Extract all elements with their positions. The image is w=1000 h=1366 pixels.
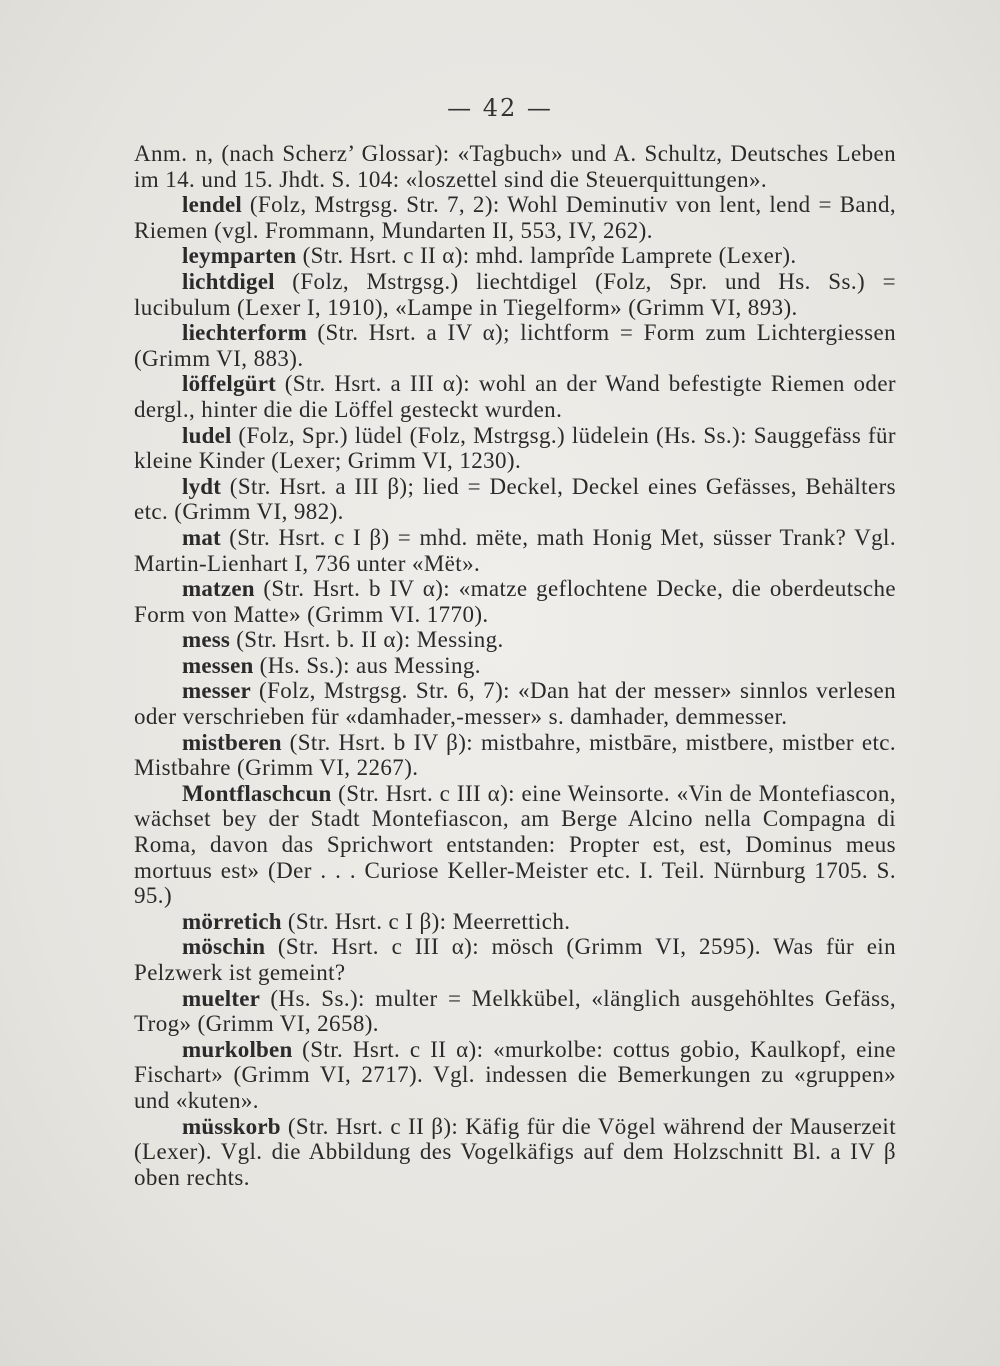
entry-body: (Folz, Spr.) lüdel (Folz, Mstrgsg.) lüdelein (Hs. Ss.): Sauggefäss für kleine Kinder (Lexer; Grimm VI, 1230). (134, 422, 896, 474)
entry-body: (Folz, Mstrgsg. Str. 6, 7): «Dan hat der messer» sinnlos verlesen oder verschrieben für «damhader,-messer» s. damhader, demmesser. (134, 678, 896, 730)
glossary-entry (134, 934, 896, 985)
glossary-entry (134, 627, 896, 653)
entry-body: (Str. Hsrt. c I β) = mhd. mëte, math Honig Met, süsser Trank? Vgl. Martin-Lienhart I, 736 unter «Mët». (134, 524, 896, 576)
entry-body: (Str. Hsrt. c I β): Meerrettich. (281, 908, 571, 934)
entry-headword: mat (182, 524, 221, 550)
glossary-entry (134, 1114, 896, 1191)
entry-body: (Hs. Ss.): multer = Melkkübel, «länglich ausgehöhltes Gefäss, Trog» (Grimm VI, 2658). (134, 985, 896, 1037)
entry-body: (Str. Hsrt. a III β); lied = Deckel, Deckel eines Gefässes, Behälters etc. (Grimm VI, 982). (134, 473, 896, 525)
glossary-entry (134, 1037, 896, 1114)
glossary-entry (134, 576, 896, 627)
entry-body: (Str. Hsrt. c II α): «murkolbe: cottus gobio, Kaulkopf, eine Fischart» (Grimm VI, 2717). Vgl. indessen die Bemerkungen zu «gruppen» und «kuten». (134, 1036, 896, 1113)
glossary-entry (134, 730, 896, 781)
entry-headword: Montflaschcun (182, 780, 332, 806)
entry-headword: muelter (182, 985, 261, 1011)
entry-body: (Str. Hsrt. c III α): mösch (Grimm VI, 2595). Was für ein Pelzwerk ist gemeint? (134, 934, 896, 985)
glossary-entry (134, 141, 896, 192)
glossary-entry (134, 371, 896, 422)
glossary-entry (134, 525, 896, 576)
entry-body: (Str. Hsrt. a III α): wohl an der Wand befestigte Riemen oder dergl., hinter die die Löffel gesteckt wurden. (134, 371, 896, 422)
entry-headword: murkolben (182, 1036, 293, 1062)
glossary-entry (134, 423, 896, 474)
entry-headword: liechterform (182, 320, 307, 346)
entry-headword: matzen (182, 576, 255, 602)
glossary-entry (134, 678, 896, 729)
entry-headword: löffelgürt (182, 371, 276, 397)
entry-body: (Str. Hsrt. b IV β): mistbahre, mistbāre, mistbere, mistber etc. Mistbahre (Grimm VI, 2267). (134, 729, 896, 781)
entry-headword: lendel (182, 192, 242, 218)
entry-headword: messer (182, 678, 251, 704)
entry-body: (Str. Hsrt. b IV α): «matze geflochtene Decke, die oberdeutsche Form von Matte» (Grimm VI. 1770). (134, 576, 896, 627)
page-number: — 42 — (447, 94, 553, 122)
entry-headword: ludel (182, 422, 232, 448)
entry-body: (Str. Hsrt. b. II α): Messing. (230, 627, 504, 653)
entry-headword: müsskorb (182, 1113, 281, 1139)
entry-headword: lichtdigel (182, 268, 275, 294)
entry-headword: mess (182, 627, 231, 653)
entry-body: (Str. Hsrt. c III α): eine Weinsorte. «Vin de Montefiascon, wächset bey der Stadt Montefiascon, am Berge Alcino nella Compagna di Roma, davon das Sprichwort entstanden: Propter est, est, Dominus meus mortuus est» (Der . . . Curiose Keller-Meister etc. I. Teil. Nürnburg 1705. S. 95.) (134, 780, 896, 909)
entry-headword: lydt (182, 473, 222, 499)
entry-body: (Folz, Mstrgsg.) liechtdigel (Folz, Spr. und Hs. Ss.) = lucibulum (Lexer I, 1910), «Lampe in Tiegelform» (Grimm VI, 893). (134, 268, 896, 320)
glossary-entry (134, 474, 896, 525)
glossary-entry (134, 269, 896, 320)
entry-headword: mistberen (182, 729, 282, 755)
glossary-text (134, 141, 896, 1190)
entry-body: (Hs. Ss.): aus Messing. (253, 652, 481, 678)
entry-body: Anm. n, (nach Scherz’ Glossar): «Tagbuch» und A. Schultz, Deutsches Leben im 14. und 15. Jhdt. S. 104: «loszettel sind die Steuerquittungen». (134, 141, 896, 192)
glossary-entry (134, 192, 896, 243)
entry-headword: messen (182, 652, 254, 678)
entry-body: (Str. Hsrt. c II α): mhd. lamprîde Lamprete (Lexer). (296, 243, 797, 269)
glossary-entry (134, 653, 896, 679)
entry-headword: leymparten (182, 243, 297, 269)
entry-headword: möschin (182, 934, 266, 960)
entry-body: (Str. Hsrt. a IV α); lichtform = Form zum Lichtergiessen (Grimm VI, 883). (134, 320, 896, 371)
entry-body: (Folz, Mstrgsg. Str. 7, 2): Wohl Deminutiv von lent, lend = Band, Riemen (vgl. Frommann, Mundarten II, 553, IV, 262). (134, 192, 896, 243)
glossary-entry (134, 243, 896, 269)
glossary-entry (134, 909, 896, 935)
entry-body: (Str. Hsrt. c II β): Käfig für die Vögel während der Mauserzeit (Lexer). Vgl. die Abbildung des Vogelkäfigs auf dem Holzschnitt Bl. a IV β oben rechts. (134, 1113, 896, 1190)
glossary-entry (134, 320, 896, 371)
entry-headword: mörretich (182, 908, 282, 934)
glossary-entry (134, 986, 896, 1037)
glossary-entry (134, 781, 896, 909)
